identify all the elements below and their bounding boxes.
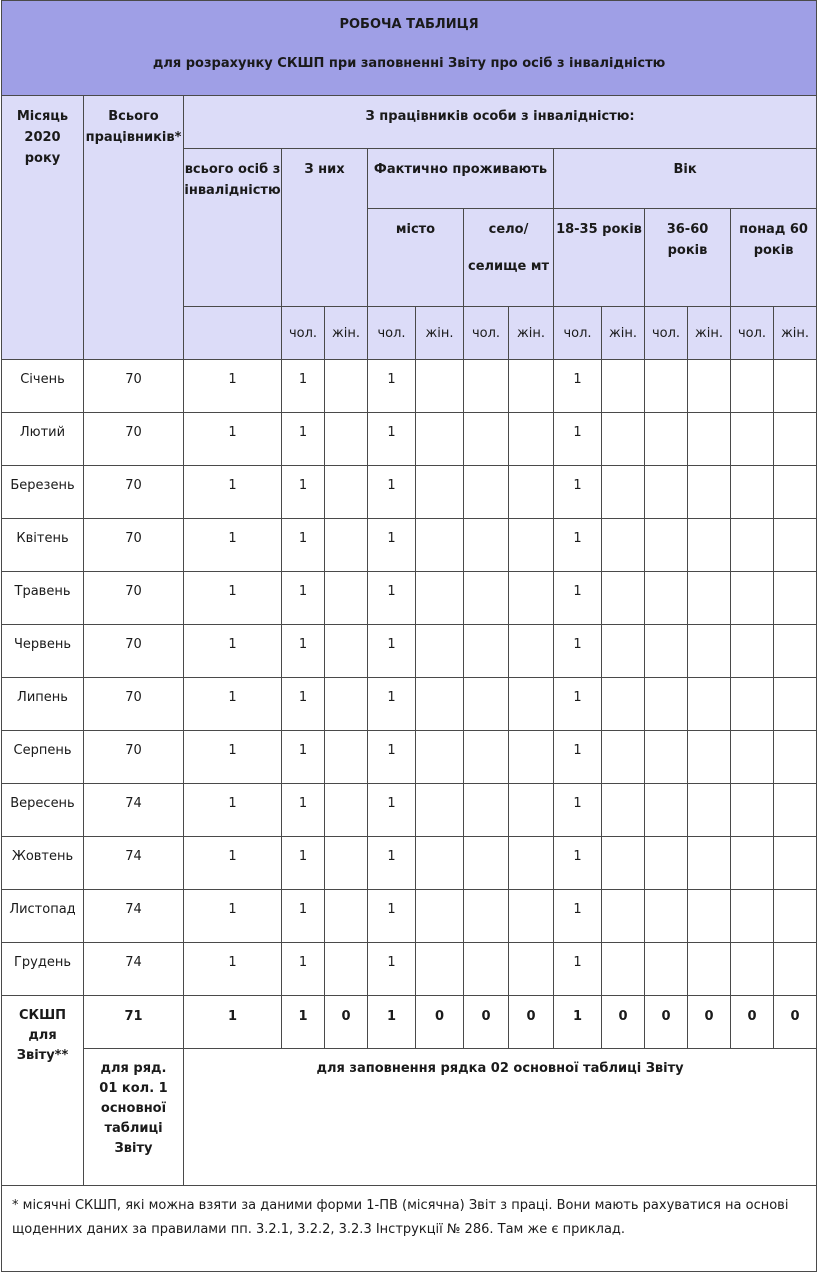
data-cell: 1 xyxy=(184,943,282,996)
title-sub: для розрахунку СКШП при заповненні Звіту про осіб з інвалідністю xyxy=(152,56,666,71)
data-cell xyxy=(774,413,817,466)
data-cell xyxy=(416,890,464,943)
month-label: Лютий xyxy=(2,413,84,466)
data-cell: 1 xyxy=(184,466,282,519)
data-cell xyxy=(464,678,509,731)
data-cell xyxy=(602,466,645,519)
data-cell: 1 xyxy=(368,731,416,784)
total-cell: 0 xyxy=(645,996,688,1049)
data-cell xyxy=(645,784,688,837)
data-cell xyxy=(464,466,509,519)
data-cell xyxy=(325,837,368,890)
data-cell: 1 xyxy=(282,466,325,519)
data-cell xyxy=(416,678,464,731)
data-cell xyxy=(688,625,731,678)
sex-spacer xyxy=(184,307,282,360)
month-label: Жовтень xyxy=(2,837,84,890)
data-cell xyxy=(645,625,688,678)
data-cell xyxy=(774,678,817,731)
data-cell: 1 xyxy=(282,943,325,996)
data-cell: 1 xyxy=(368,519,416,572)
age-header: Вік xyxy=(554,149,817,209)
data-cell xyxy=(731,466,774,519)
data-cell xyxy=(731,678,774,731)
data-cell: 1 xyxy=(554,784,602,837)
data-cell: 70 xyxy=(84,625,184,678)
data-cell xyxy=(774,466,817,519)
data-cell xyxy=(688,731,731,784)
data-cell xyxy=(731,572,774,625)
data-cell xyxy=(731,890,774,943)
data-cell xyxy=(645,519,688,572)
data-cell: 1 xyxy=(368,360,416,413)
total-cell: 1 xyxy=(282,996,325,1049)
female-header: жін. xyxy=(325,307,368,360)
title-main: РОБОЧА ТАБЛИЦЯ xyxy=(339,17,479,32)
data-cell: 1 xyxy=(282,731,325,784)
data-cell xyxy=(464,943,509,996)
data-cell xyxy=(509,943,554,996)
data-cell: 1 xyxy=(554,413,602,466)
data-cell xyxy=(464,837,509,890)
data-cell: 1 xyxy=(368,413,416,466)
data-cell xyxy=(645,413,688,466)
data-cell: 1 xyxy=(368,784,416,837)
data-cell xyxy=(688,943,731,996)
data-cell xyxy=(416,837,464,890)
female-header: жін. xyxy=(602,307,645,360)
village-header: село/ селище мт xyxy=(464,209,554,307)
total-cell: 1 xyxy=(554,996,602,1049)
data-cell: 1 xyxy=(184,731,282,784)
data-cell xyxy=(325,572,368,625)
data-cell xyxy=(731,943,774,996)
month-label: Квітень xyxy=(2,519,84,572)
table-row xyxy=(2,360,817,413)
total-label: СКШП для Звіту** xyxy=(2,996,84,1186)
month-label: Листопад xyxy=(2,890,84,943)
data-cell xyxy=(774,360,817,413)
data-cell: 1 xyxy=(554,466,602,519)
data-cell xyxy=(325,731,368,784)
data-cell xyxy=(645,572,688,625)
data-cell xyxy=(731,731,774,784)
data-cell: 70 xyxy=(84,413,184,466)
table-row xyxy=(2,943,817,996)
data-cell xyxy=(509,678,554,731)
table-row xyxy=(2,519,817,572)
female-header: жін. xyxy=(509,307,554,360)
data-cell: 70 xyxy=(84,519,184,572)
data-cell xyxy=(688,572,731,625)
data-cell xyxy=(731,784,774,837)
table-row xyxy=(2,625,817,678)
table-row xyxy=(2,413,817,466)
data-cell xyxy=(416,784,464,837)
data-cell xyxy=(645,837,688,890)
data-cell xyxy=(688,466,731,519)
data-cell: 1 xyxy=(282,413,325,466)
total-cell: 0 xyxy=(774,996,817,1049)
data-cell xyxy=(464,360,509,413)
data-cell: 1 xyxy=(368,678,416,731)
table-title xyxy=(2,1,817,96)
data-cell: 74 xyxy=(84,837,184,890)
month-label: Серпень xyxy=(2,731,84,784)
data-cell xyxy=(509,625,554,678)
data-cell xyxy=(602,784,645,837)
data-cell xyxy=(509,784,554,837)
data-cell xyxy=(464,890,509,943)
age-18-35-header: 18-35 років xyxy=(554,209,645,307)
total-cell: 0 xyxy=(464,996,509,1049)
data-cell: 1 xyxy=(184,572,282,625)
data-cell xyxy=(509,413,554,466)
data-cell xyxy=(688,360,731,413)
total-cell: 0 xyxy=(731,996,774,1049)
data-cell: 1 xyxy=(554,519,602,572)
data-cell xyxy=(325,519,368,572)
data-cell xyxy=(509,890,554,943)
data-cell xyxy=(774,890,817,943)
total-cell: 0 xyxy=(602,996,645,1049)
data-cell xyxy=(774,731,817,784)
data-cell xyxy=(688,837,731,890)
data-cell: 74 xyxy=(84,784,184,837)
data-cell: 1 xyxy=(184,625,282,678)
data-cell xyxy=(774,837,817,890)
city-header: місто xyxy=(368,209,464,307)
table-row xyxy=(2,466,817,519)
data-cell: 1 xyxy=(368,837,416,890)
data-cell: 1 xyxy=(184,360,282,413)
data-cell xyxy=(416,572,464,625)
data-cell xyxy=(325,625,368,678)
data-cell: 70 xyxy=(84,731,184,784)
data-cell: 1 xyxy=(184,519,282,572)
data-cell: 1 xyxy=(282,784,325,837)
data-cell xyxy=(325,890,368,943)
data-cell xyxy=(602,890,645,943)
total-workers-header: Всього працівників* xyxy=(84,96,184,360)
data-cell xyxy=(645,890,688,943)
data-cell xyxy=(688,519,731,572)
data-cell: 1 xyxy=(282,519,325,572)
data-cell: 70 xyxy=(84,678,184,731)
data-cell xyxy=(602,731,645,784)
table-row xyxy=(2,890,817,943)
data-cell: 1 xyxy=(554,731,602,784)
data-cell: 1 xyxy=(554,678,602,731)
data-cell: 1 xyxy=(368,625,416,678)
data-cell xyxy=(602,360,645,413)
data-cell xyxy=(416,413,464,466)
data-cell xyxy=(731,413,774,466)
data-cell xyxy=(416,466,464,519)
data-cell xyxy=(731,360,774,413)
data-cell: 1 xyxy=(554,943,602,996)
data-cell: 1 xyxy=(184,413,282,466)
of-them-header: З них xyxy=(282,149,368,307)
data-cell xyxy=(602,678,645,731)
data-cell xyxy=(774,572,817,625)
total-cell: 0 xyxy=(509,996,554,1049)
total-row xyxy=(2,996,817,1049)
data-cell xyxy=(416,519,464,572)
data-cell xyxy=(688,413,731,466)
data-cell: 1 xyxy=(368,943,416,996)
data-cell xyxy=(774,519,817,572)
data-cell xyxy=(325,360,368,413)
data-cell xyxy=(645,360,688,413)
total-cell: 0 xyxy=(416,996,464,1049)
data-cell xyxy=(602,625,645,678)
data-cell xyxy=(602,837,645,890)
data-cell xyxy=(774,943,817,996)
data-cell xyxy=(688,890,731,943)
data-cell xyxy=(509,572,554,625)
table-row xyxy=(2,837,817,890)
data-cell: 1 xyxy=(184,837,282,890)
data-cell xyxy=(464,731,509,784)
data-cell xyxy=(416,360,464,413)
actually-live-header: Фактично проживають xyxy=(368,149,554,209)
data-cell xyxy=(645,943,688,996)
table-row xyxy=(2,731,817,784)
data-cell xyxy=(509,837,554,890)
total-cell: 0 xyxy=(688,996,731,1049)
data-cell: 1 xyxy=(282,890,325,943)
data-cell xyxy=(602,572,645,625)
age-60-plus-header: понад 60 років xyxy=(731,209,817,307)
month-label: Вересень xyxy=(2,784,84,837)
data-cell: 70 xyxy=(84,572,184,625)
footnote: * місячні СКШП, які можна взяти за даними форми 1-ПВ (місячна) Звіт з праці. Вони мають рахуватися на основі щоденних даних за правилами пп. 3.2.1, 3.2.2, 3.2.3 Інструкції № 286. Там же є приклад. xyxy=(2,1186,817,1272)
data-cell xyxy=(688,784,731,837)
female-header: жін. xyxy=(774,307,817,360)
data-cell: 1 xyxy=(554,625,602,678)
data-cell: 1 xyxy=(184,890,282,943)
data-cell: 1 xyxy=(554,572,602,625)
worksheet xyxy=(1,0,816,1272)
table-row xyxy=(2,572,817,625)
data-cell xyxy=(464,625,509,678)
data-cell xyxy=(645,466,688,519)
female-header: жін. xyxy=(416,307,464,360)
table-row xyxy=(2,784,817,837)
male-header: чол. xyxy=(731,307,774,360)
data-cell: 1 xyxy=(282,625,325,678)
usage-rest: для заповнення рядка 02 основної таблиці Звіту xyxy=(184,1049,817,1186)
data-cell xyxy=(688,678,731,731)
all-disabled-header: всього осіб з інвалідністю xyxy=(184,149,282,307)
total-cell: 1 xyxy=(368,996,416,1049)
data-cell xyxy=(774,625,817,678)
data-cell xyxy=(325,943,368,996)
work-table xyxy=(1,0,817,1272)
data-cell xyxy=(602,519,645,572)
total-cell: 0 xyxy=(325,996,368,1049)
data-cell: 1 xyxy=(282,572,325,625)
data-cell xyxy=(464,572,509,625)
data-cell xyxy=(325,413,368,466)
month-label: Травень xyxy=(2,572,84,625)
data-cell xyxy=(509,519,554,572)
female-header: жін. xyxy=(688,307,731,360)
data-cell xyxy=(509,360,554,413)
data-cell: 70 xyxy=(84,360,184,413)
data-cell: 1 xyxy=(282,360,325,413)
month-label: Червень xyxy=(2,625,84,678)
male-header: чол. xyxy=(554,307,602,360)
data-cell xyxy=(602,413,645,466)
usage-row xyxy=(2,1049,817,1186)
data-cell xyxy=(731,519,774,572)
month-label: Січень xyxy=(2,360,84,413)
data-cell xyxy=(464,784,509,837)
data-cell xyxy=(645,678,688,731)
data-cell: 1 xyxy=(184,784,282,837)
data-cell: 74 xyxy=(84,943,184,996)
data-cell xyxy=(731,625,774,678)
male-header: чол. xyxy=(464,307,509,360)
data-cell: 1 xyxy=(368,572,416,625)
data-cell: 70 xyxy=(84,466,184,519)
data-cell: 1 xyxy=(368,466,416,519)
usage-col1: для ряд. 01 кол. 1 основної таблиці Звіту xyxy=(84,1049,184,1186)
data-cell: 1 xyxy=(554,360,602,413)
data-cell xyxy=(509,466,554,519)
data-cell xyxy=(464,413,509,466)
month-label: Грудень xyxy=(2,943,84,996)
data-cell xyxy=(774,784,817,837)
disabled-group-header: З працівників особи з інвалідністю: xyxy=(184,96,817,149)
month-header: Місяць 2020 року xyxy=(2,96,84,360)
data-cell xyxy=(602,943,645,996)
total-cell: 1 xyxy=(184,996,282,1049)
data-cell xyxy=(645,731,688,784)
data-cell: 1 xyxy=(282,837,325,890)
total-cell: 71 xyxy=(84,996,184,1049)
data-cell xyxy=(416,943,464,996)
data-cell: 1 xyxy=(554,890,602,943)
footnote-row xyxy=(2,1186,817,1272)
data-cell: 1 xyxy=(282,678,325,731)
month-label: Березень xyxy=(2,466,84,519)
data-cell: 74 xyxy=(84,890,184,943)
table-row xyxy=(2,678,817,731)
data-cell xyxy=(325,678,368,731)
data-cell xyxy=(509,731,554,784)
data-cell xyxy=(416,625,464,678)
data-cell: 1 xyxy=(184,678,282,731)
data-cell xyxy=(325,466,368,519)
male-header: чол. xyxy=(645,307,688,360)
data-cell: 1 xyxy=(368,890,416,943)
month-label: Липень xyxy=(2,678,84,731)
age-36-60-header: 36-60 років xyxy=(645,209,731,307)
male-header: чол. xyxy=(368,307,416,360)
male-header: чол. xyxy=(282,307,325,360)
data-cell xyxy=(416,731,464,784)
month-rows xyxy=(2,360,817,996)
data-cell xyxy=(731,837,774,890)
data-cell xyxy=(325,784,368,837)
data-cell: 1 xyxy=(554,837,602,890)
data-cell xyxy=(464,519,509,572)
